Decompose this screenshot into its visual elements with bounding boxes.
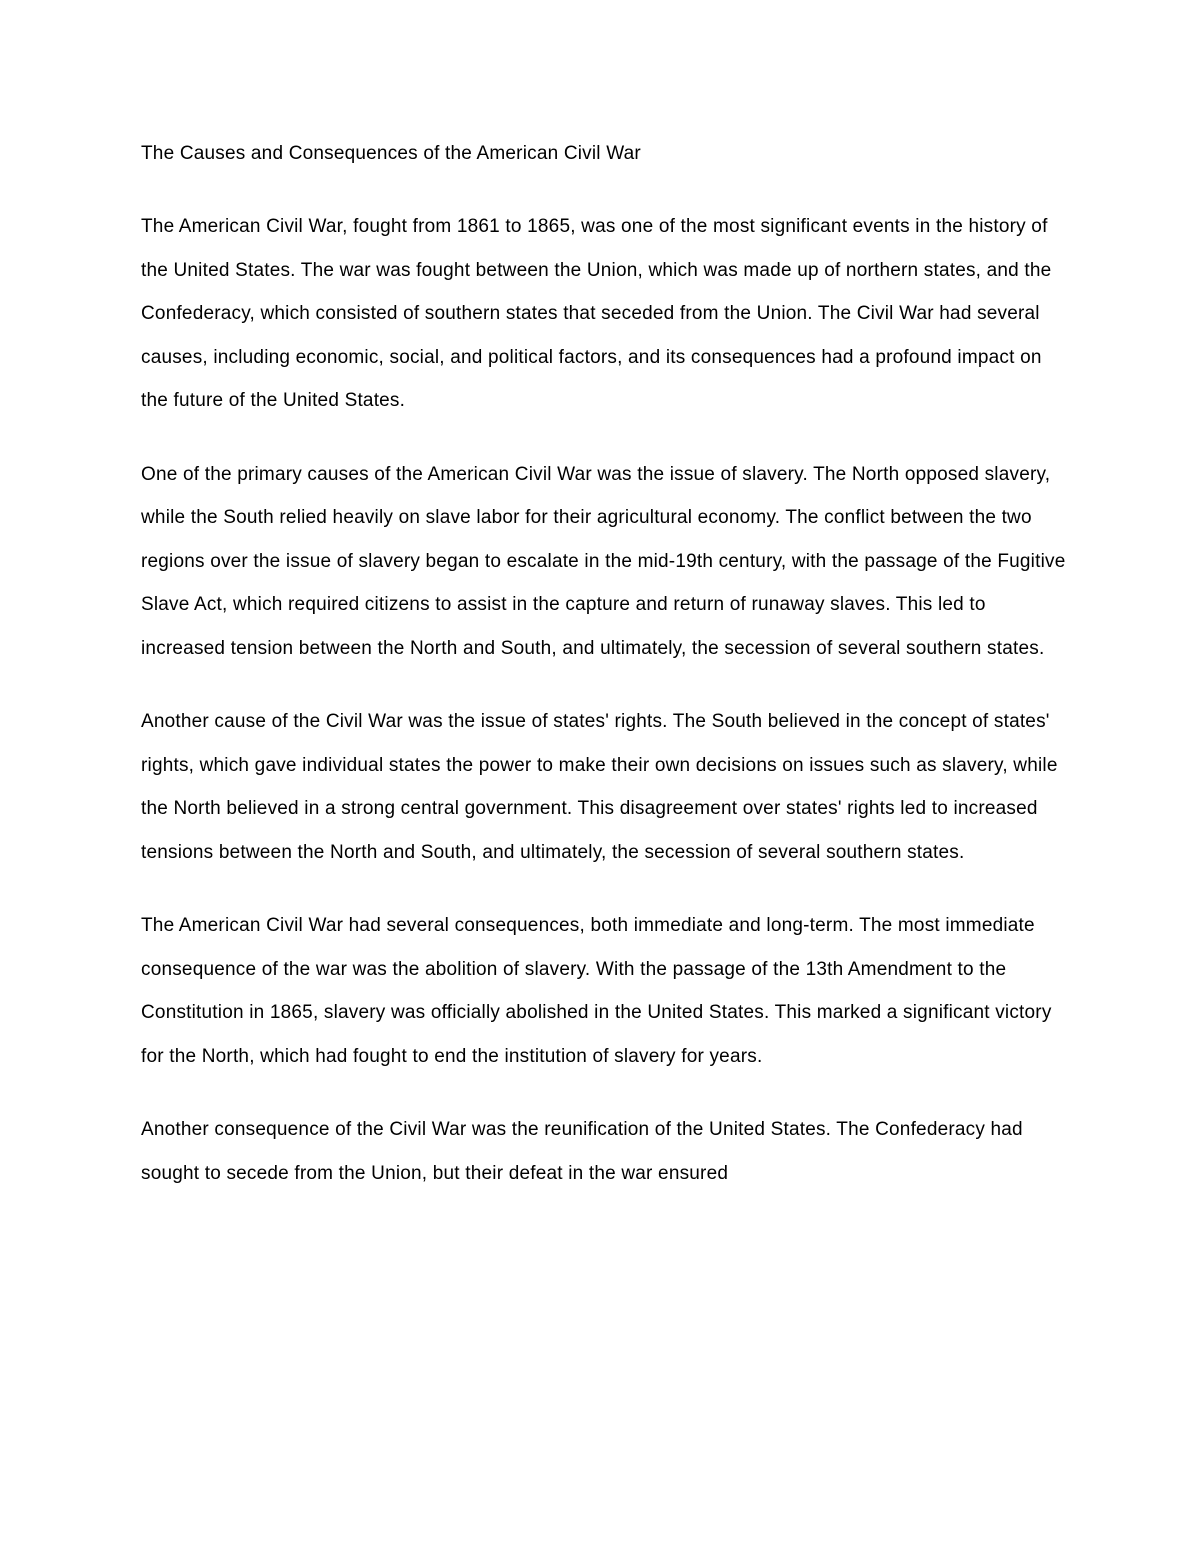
paragraph-reunification: Another consequence of the Civil War was the reunification of the United States. The Confederacy had sought to secede from the Union, but their defeat in the war ensured [141, 1119, 1023, 1184]
paragraph-slavery-cause: One of the primary causes of the American Civil War was the issue of slavery. The North opposed slavery, while the South relied heavily on slave labor for their agricultural economy. The conflict between the two regions over the issue of slavery began to escalate in the mid-19th century, with the passage of the Fugitive Slave Act, which required citizens to assist in the capture and return of runaway slaves. This led to increased tension between the North and South, and ultimately, the secession of several southern states. [141, 463, 1066, 659]
paragraph-introduction: The American Civil War, fought from 1861 to 1865, was one of the most significant events in the history of the United States. The war was fought between the Union, which was made up of northern states, and the Confederacy, which consisted of southern states that seceded from the Union. The Civil War had several causes, including economic, social, and political factors, and its consequences had a profound impact on the future of the United States. [141, 216, 1052, 411]
document-title: The Causes and Consequences of the American Civil War [141, 143, 641, 164]
paragraph-consequences: The American Civil War had several consequences, both immediate and long-term. The most immediate consequence of the war was the abolition of slavery. With the passage of the 13th Amendment to the Constitution in 1865, slavery was officially abolished in the United States. This marked a significant victory for the North, which had fought to end the institution of slavery for years. [141, 915, 1052, 1067]
document-body [141, 137, 1071, 1225]
paragraph-states-rights-cause: Another cause of the Civil War was the issue of states' rights. The South believed in the concept of states' rights, which gave individual states the power to make their own decisions on issues such as slavery, while the North believed in a strong central government. This disagreement over states' rights led to increased tensions between the North and South, and ultimately, the secession of several southern states. [141, 711, 1058, 863]
